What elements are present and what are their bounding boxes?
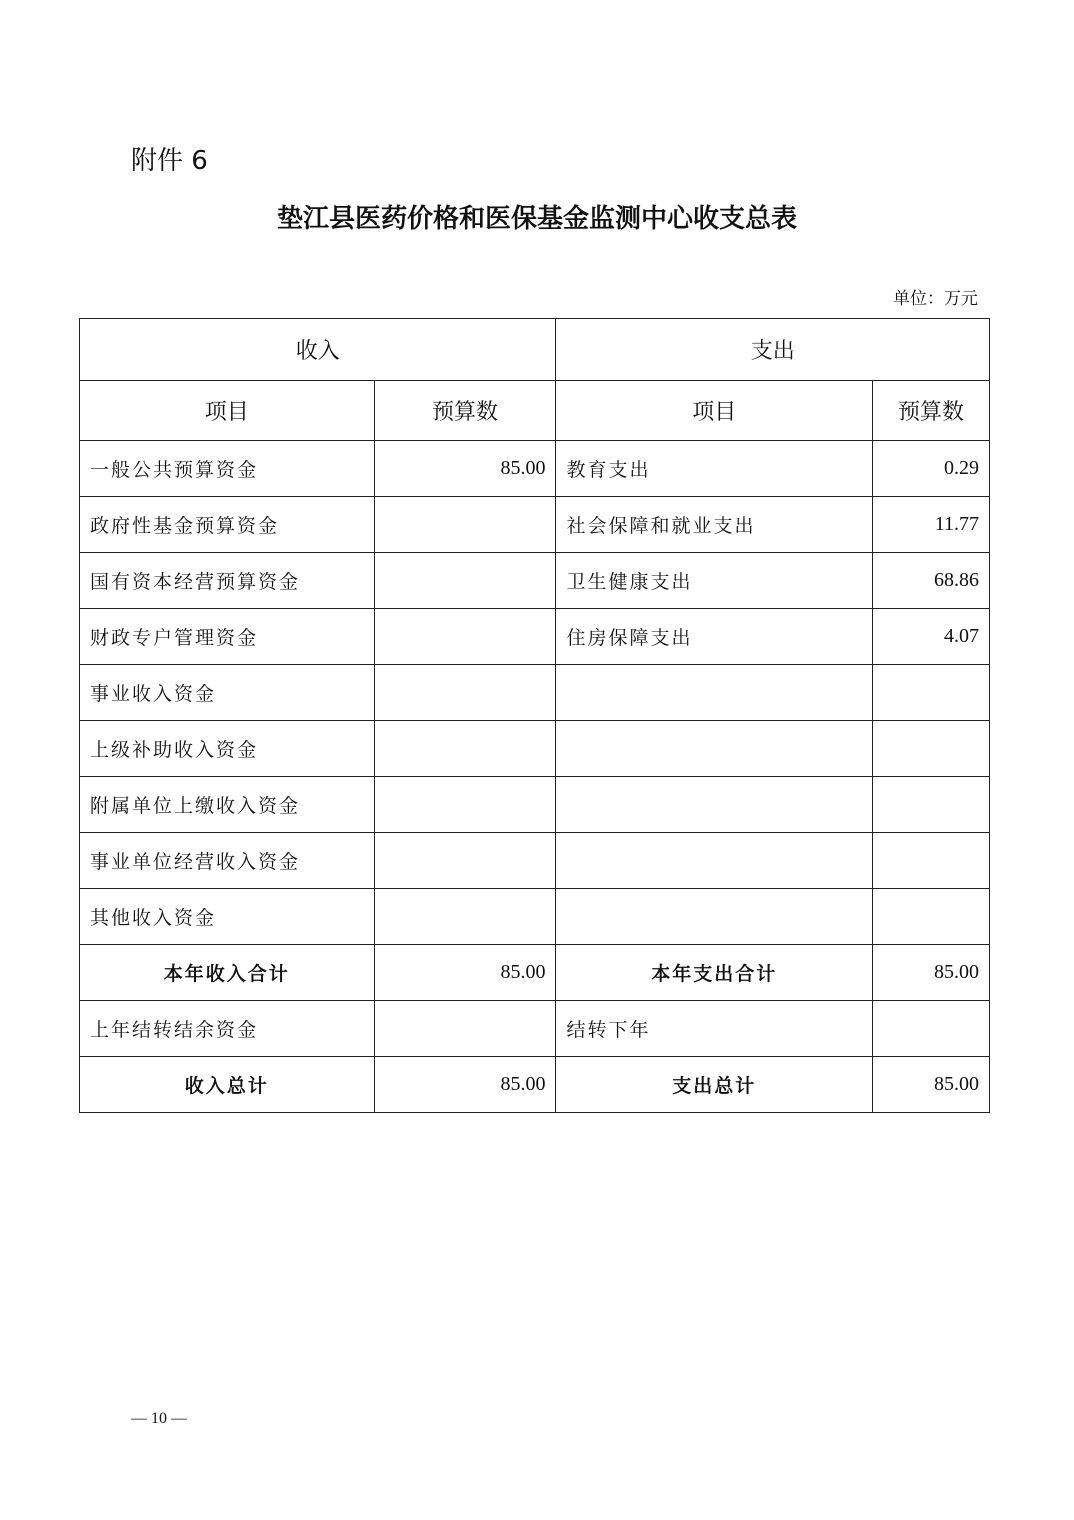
expense-item-header: 项目 (556, 381, 873, 441)
income-item: 上级补助收入资金 (80, 721, 375, 777)
expense-item (556, 833, 873, 889)
page-number: — 10 — (131, 1410, 187, 1427)
table-row (80, 721, 990, 777)
table-row (80, 1057, 990, 1113)
income-item: 上年结转结余资金 (80, 1001, 375, 1057)
table-row (80, 777, 990, 833)
table-row (80, 1001, 990, 1057)
expense-item (556, 777, 873, 833)
expense-item: 社会保障和就业支出 (556, 497, 873, 553)
expense-value (873, 833, 990, 889)
income-header: 收入 (80, 319, 556, 381)
expense-budget-header: 预算数 (873, 381, 990, 441)
income-item: 一般公共预算资金 (80, 441, 375, 497)
unit-label: 单位：万元 (893, 289, 978, 309)
expense-value (873, 721, 990, 777)
header-row (80, 319, 990, 381)
budget-table (79, 318, 990, 1113)
table-row (80, 665, 990, 721)
table-row (80, 945, 990, 1001)
expense-item: 支出总计 (556, 1057, 873, 1113)
income-value (374, 889, 556, 945)
expense-item: 本年支出合计 (556, 945, 873, 1001)
table-row (80, 889, 990, 945)
expense-value (873, 889, 990, 945)
expense-item (556, 889, 873, 945)
income-budget-header: 预算数 (374, 381, 556, 441)
income-item: 本年收入合计 (80, 945, 375, 1001)
table-row (80, 833, 990, 889)
expense-item (556, 665, 873, 721)
expense-value: 68.86 (873, 553, 990, 609)
income-item: 政府性基金预算资金 (80, 497, 375, 553)
expense-value: 4.07 (873, 609, 990, 665)
subheader-row (80, 381, 990, 441)
income-item-header: 项目 (80, 381, 375, 441)
income-item: 事业收入资金 (80, 665, 375, 721)
income-item: 财政专户管理资金 (80, 609, 375, 665)
expense-item: 结转下年 (556, 1001, 873, 1057)
table-row (80, 609, 990, 665)
expense-value: 85.00 (873, 1057, 990, 1113)
table-row (80, 441, 990, 497)
attachment-label: 附件 6 (131, 146, 208, 176)
income-value: 85.00 (374, 1057, 556, 1113)
income-value (374, 721, 556, 777)
expense-item: 教育支出 (556, 441, 873, 497)
expense-value: 85.00 (873, 945, 990, 1001)
expense-value: 0.29 (873, 441, 990, 497)
table-row (80, 497, 990, 553)
page-title: 垫江县医药价格和医保基金监测中心收支总表 (276, 204, 797, 234)
expense-header: 支出 (556, 319, 990, 381)
income-value (374, 1001, 556, 1057)
income-item: 其他收入资金 (80, 889, 375, 945)
table-row (80, 553, 990, 609)
income-value (374, 609, 556, 665)
income-item: 收入总计 (80, 1057, 375, 1113)
expense-item: 卫生健康支出 (556, 553, 873, 609)
expense-item: 住房保障支出 (556, 609, 873, 665)
expense-item (556, 721, 873, 777)
expense-value: 11.77 (873, 497, 990, 553)
income-value (374, 553, 556, 609)
income-value (374, 777, 556, 833)
income-item: 事业单位经营收入资金 (80, 833, 375, 889)
income-value (374, 665, 556, 721)
expense-value (873, 665, 990, 721)
income-item: 国有资本经营预算资金 (80, 553, 375, 609)
expense-value (873, 777, 990, 833)
expense-value (873, 1001, 990, 1057)
income-value (374, 497, 556, 553)
income-value: 85.00 (374, 441, 556, 497)
income-value (374, 833, 556, 889)
income-item: 附属单位上缴收入资金 (80, 777, 375, 833)
income-value: 85.00 (374, 945, 556, 1001)
